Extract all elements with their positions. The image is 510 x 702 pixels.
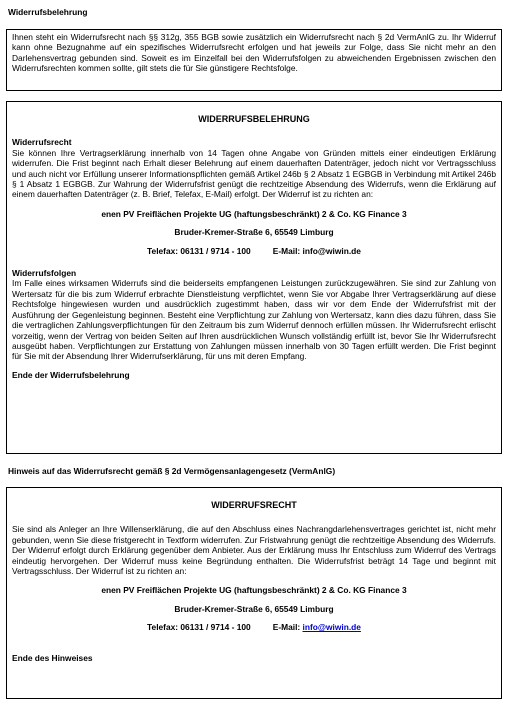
- email-label-2: E-Mail:: [272, 622, 303, 633]
- contact-line-2: [12, 622, 496, 632]
- widerrufsrecht-notice-text: Sie sind als Anleger an Ihre Willenserklärung, die auf den Abschluss eines Nachrangdarlehensvertrages gerichtet ist, nicht mehr gebunden, wenn Sie diese fristgerecht in Textform widerrufen. Zur Fristwahrung genügt die rechtzeitige Absendung des Widerrufs. Der Widerruf erfolgt durch Erklärung gegenüber dem Anbieter. Aus der Erklärung muss Ihr Entschluss zum Widerruf des Vertrags eindeutig hervorgehen. Der Widerruf muss keine Begründung enthalten. Die Widerrufsfrist beträgt 14 Tage und beginnt mit Vertragsschluss. Der Widerruf ist zu richten an:: [12, 524, 496, 577]
- fax-number-2: Telefax: 06131 / 9714 - 100: [147, 622, 251, 633]
- email-link[interactable]: info@wiwin.de: [302, 622, 361, 633]
- widerrufsbelehrung-box: [6, 101, 502, 454]
- widerrufsrecht-heading: Widerrufsrecht: [12, 137, 72, 148]
- company-name-2: enen PV Freiflächen Projekte UG (haftungsbeschränkt) 2 & Co. KG Finance 3: [101, 585, 407, 596]
- email-address[interactable]: info@wiwin.de: [302, 245, 361, 256]
- box-title: WIDERRUFSBELEHRUNG: [198, 114, 310, 124]
- intro-text: Ihnen steht ein Widerrufsrecht nach §§ 312g, 355 BGB sowie zusätzlich ein Widerrufsrecht nach § 2d VermAnlG zu. Ihr Widerruf kann ohne Bezugnahme auf ein spezifisches Widerrufsrecht erfolgen und hat jeweils zur Folge, dass Sie nicht mehr an den Darlehensvertrag gebunden sind. Soweit es im Einzelfall bei den Widerrufsfolgen zu abweichenden Ergebnissen zwischen den Widerrufsrechten kommen sollte, gilt stets die für Sie günstigere Rechtsfolge.: [12, 32, 496, 74]
- widerrufsfolgen-text: Im Falle eines wirksamen Widerrufs sind die beiderseits empfangenen Leistungen zurückzugewähren. Sie sind zur Zahlung von Wertersatz für die bis zum Widerruf erbrachte Dienstleistung verpflichtet, wenn Sie vor Abgabe Ihrer Vertragserklärung auf diese Rechtsfolge hingewiesen wurden und ausdrücklich zugestimmt haben, dass wir vor dem Ende der Widerrufsfrist mit der Ausführung der Gegenleistung beginnen. Besteht eine Verpflichtung zur Zahlung von Wertersatz, kann dies dazu führen, dass Sie die vertraglichen Zahlungsverpflichtungen für den Zeitraum bis zum Widerruf dennoch erfüllen müssen. Ihr Widerrufsrecht erlischt vorzeitig, wenn der Vertrag von beiden Seiten auf Ihren ausdrücklichen Wunsch vollständig erfüllt ist, bevor Sie Ihr Widerrufsrecht ausgeübt haben. Verpflichtungen zur Erstattung von Zahlungen müssen innerhalb von 30 Tagen erfüllt werden. Die Frist beginnt für Sie mit der Absendung Ihrer Widerrufserklärung, für uns mit deren Empfang.: [12, 278, 496, 362]
- widerrufsfolgen-heading: Widerrufsfolgen: [12, 268, 77, 279]
- email-label: E-Mail:: [272, 245, 303, 256]
- company-name: enen PV Freiflächen Projekte UG (haftungsbeschränkt) 2 & Co. KG Finance 3: [101, 208, 407, 219]
- box2-title: WIDERRUFSRECHT: [211, 500, 297, 510]
- contact-line: [12, 246, 496, 256]
- company-address-2: Bruder-Kremer-Straße 6, 65549 Limburg: [174, 603, 334, 614]
- widerrufsrecht-box: [6, 487, 502, 699]
- end-of-notice: Ende des Hinweises: [12, 652, 93, 663]
- widerrufsrecht-text: Sie können Ihre Vertragserklärung innerhalb von 14 Tagen ohne Angabe von Gründen mittels einer eindeutigen Erklärung widerrufen. Die Frist beginnt nach Erhalt dieser Belehrung auf einem dauerhaften Datenträger, jedoch nicht vor Vertragsschluss und auch nicht vor Erfüllung unserer Informationspflichten gemäß Artikel 246b § 2 Absatz 1 EGBGB in Verbindung mit Artikel 246b § 1 Absatz 1 EGBGB. Zur Wahrung der Widerrufsfrist genügt die rechtzeitige Absendung des Widerrufs, wenn die Erklärung auf einem dauerhaften Datenträger (z. B. Brief, Telefax, E-Mail) erfolgt. Der Widerruf ist zu richten an:: [12, 147, 496, 200]
- section-heading-hinweis: Hinweis auf das Widerrufsrecht gemäß § 2d Vermögensanlagengesetz (VermAnlG): [8, 466, 336, 476]
- fax-number: Telefax: 06131 / 9714 - 100: [147, 245, 251, 256]
- company-address: Bruder-Kremer-Straße 6, 65549 Limburg: [174, 227, 334, 238]
- intro-box: [6, 29, 502, 91]
- end-of-instruction: Ende der Widerrufsbelehrung: [12, 369, 130, 380]
- section-heading-widerrufsbelehrung: Widerrufsbelehrung: [8, 7, 88, 17]
